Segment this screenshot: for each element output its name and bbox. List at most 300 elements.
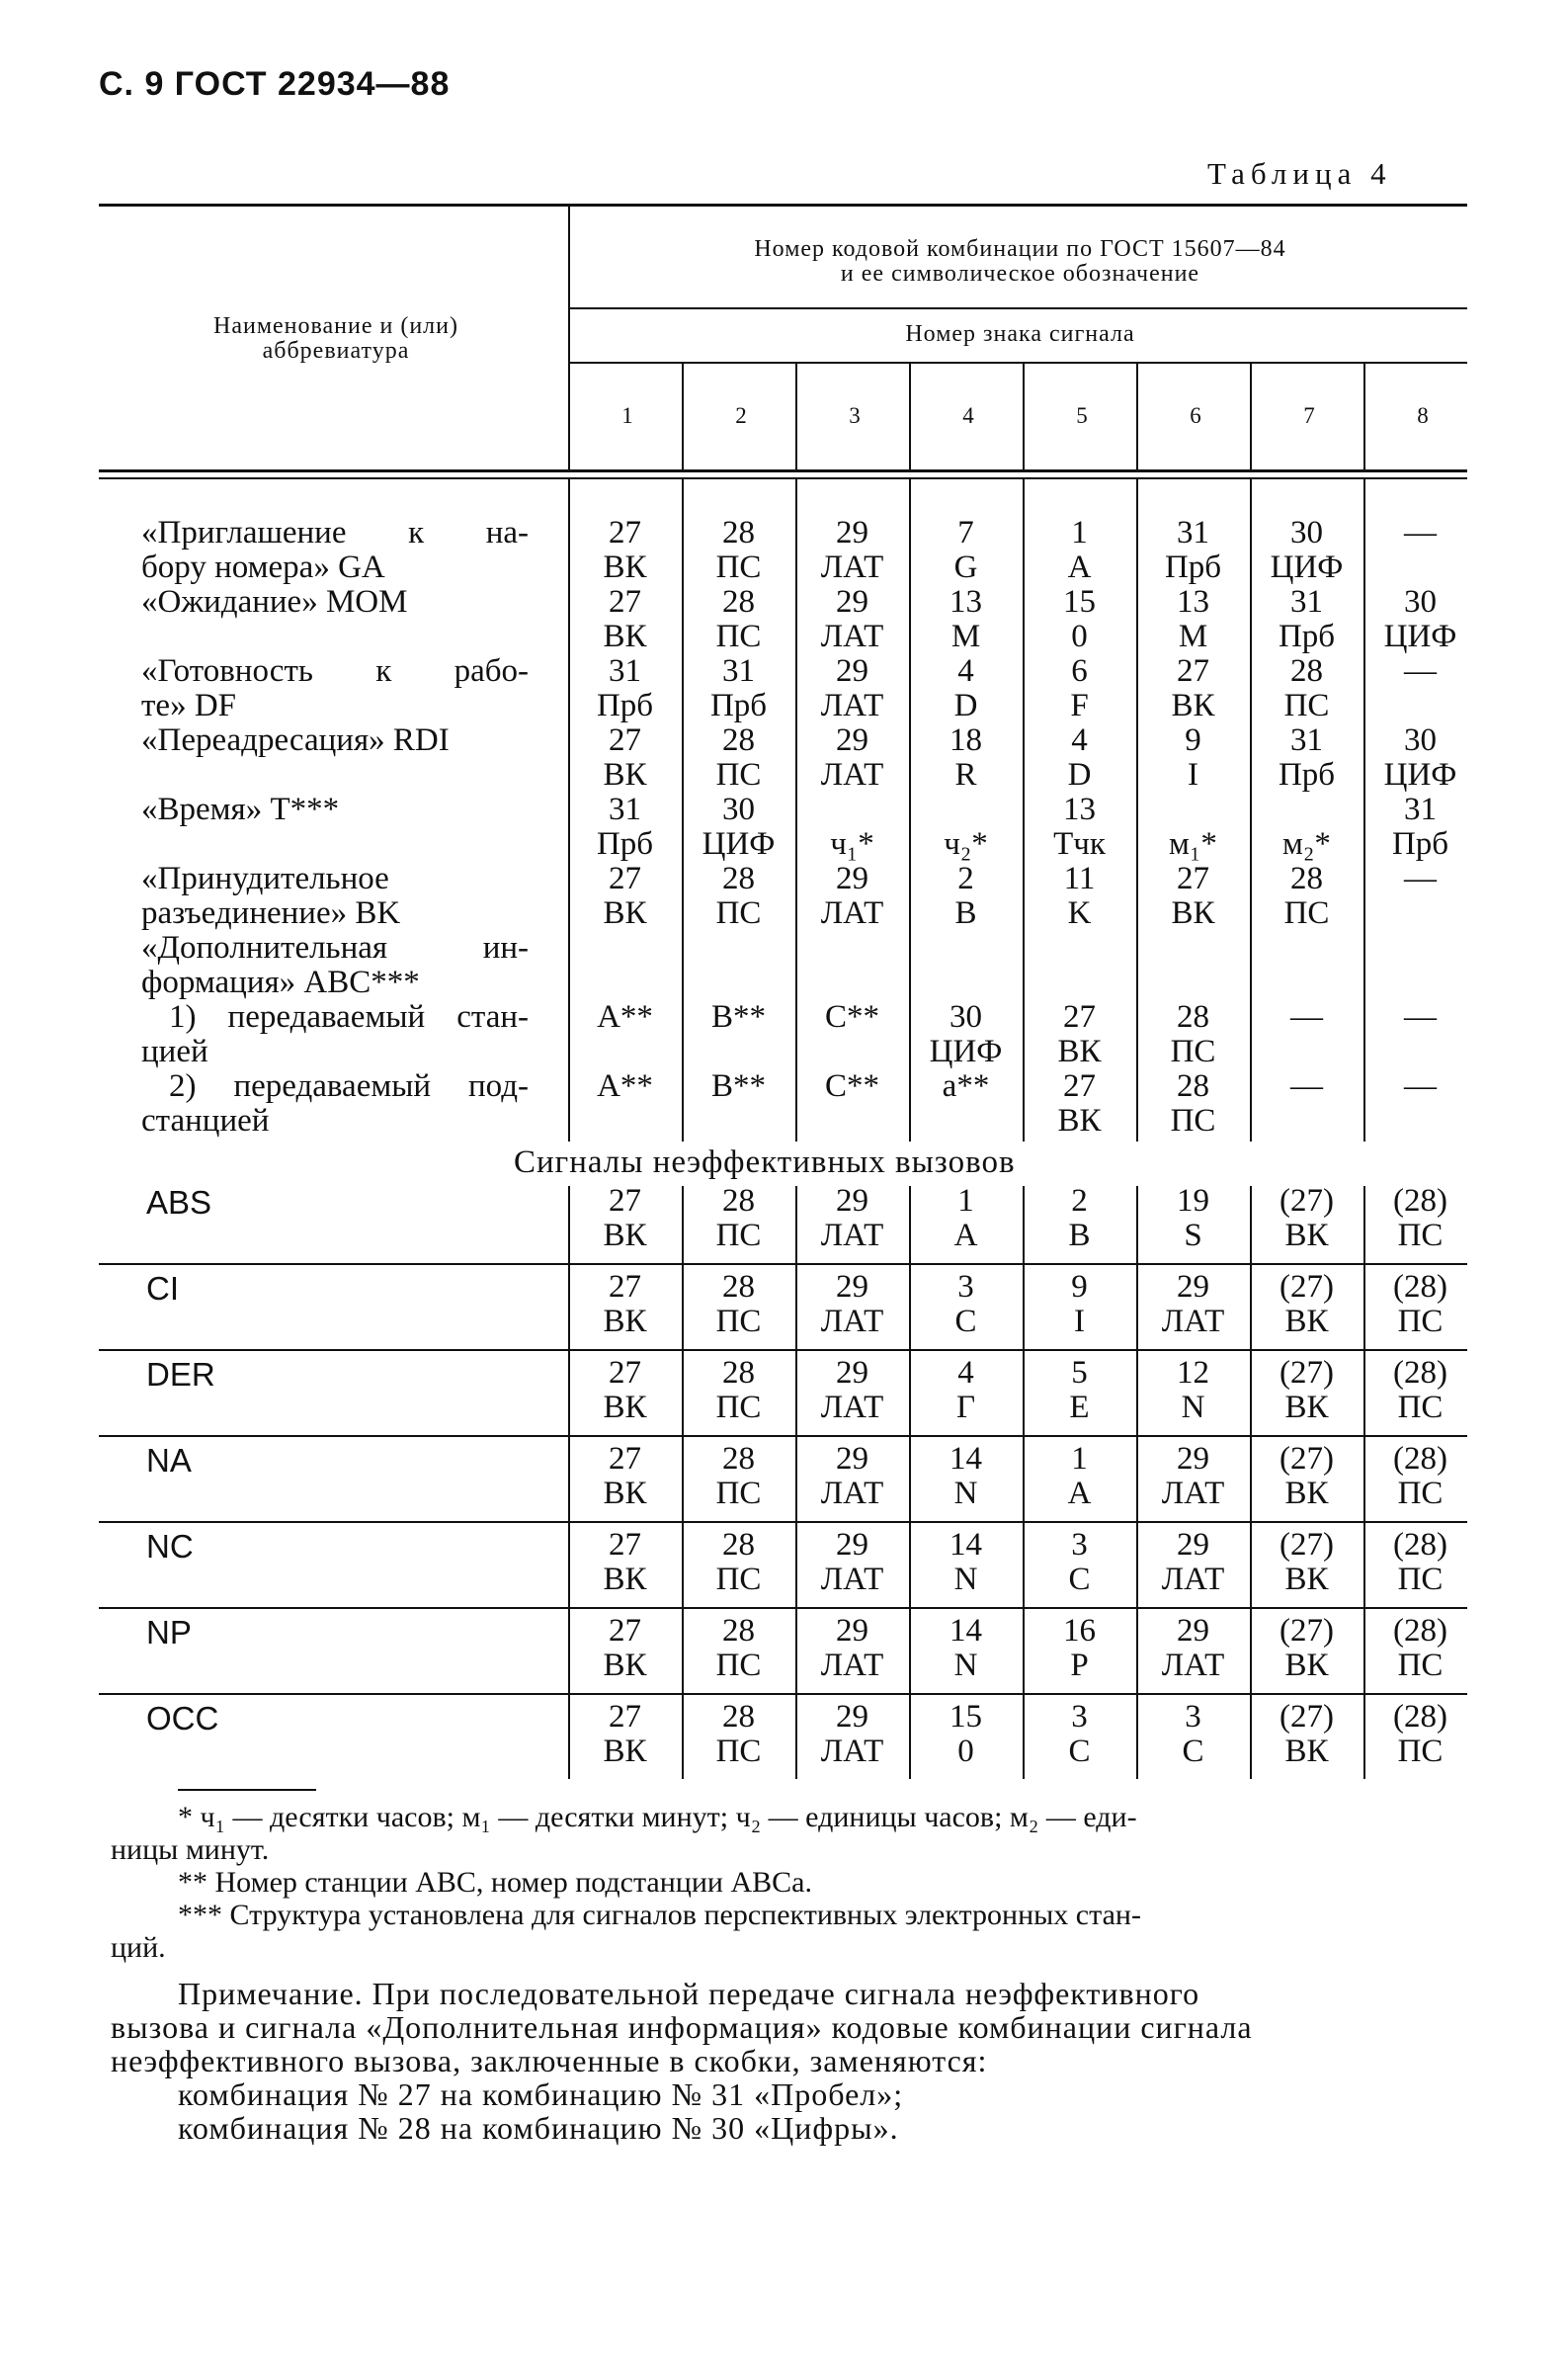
signal-cell: 19 <box>1177 1183 1209 1219</box>
row-name-abc-2 <box>141 1069 529 1139</box>
signal-cell: ВК <box>1284 1734 1329 1769</box>
signal-cell: A <box>953 1218 978 1253</box>
signal-cell: (28) <box>1393 1699 1447 1735</box>
table-cell: ПС <box>715 619 762 654</box>
signal-cell: N <box>953 1476 978 1511</box>
signal-row-rule <box>99 1435 1467 1437</box>
signal-cell: 14 <box>949 1441 982 1477</box>
row-name-mom <box>141 585 407 620</box>
table-cell: ЦИФ <box>929 1034 1003 1069</box>
table-cell: 30 <box>949 999 982 1035</box>
table-cell: 13 <box>949 584 982 620</box>
signal-cell: ПС <box>715 1648 762 1683</box>
signal-cell: 12 <box>1177 1355 1209 1391</box>
table-cell: 27 <box>1063 999 1096 1035</box>
table-cell: 28 <box>722 722 755 758</box>
table-cell: 30 <box>1404 722 1437 758</box>
signal-label: NP <box>146 1614 192 1651</box>
signal-cell: 5 <box>1071 1355 1088 1391</box>
table-cell: 9 <box>1185 722 1201 758</box>
signal-cell: (28) <box>1393 1527 1447 1563</box>
signal-cell: 29 <box>1177 1441 1209 1477</box>
table-cell: C** <box>824 1068 879 1104</box>
table-cell: D <box>953 688 978 723</box>
signal-cell: ВК <box>603 1562 647 1597</box>
table-cell: 30 <box>722 792 755 827</box>
row-name-abc-1 <box>141 1000 529 1069</box>
row-name-line: «Переадресация» RDI <box>141 722 450 758</box>
column-number: 5 <box>1076 403 1088 428</box>
header-col-divider <box>909 364 911 469</box>
signal-cell: 3 <box>1071 1699 1088 1735</box>
signal-cell: ВК <box>1284 1304 1329 1339</box>
table-cell: ЦИФ <box>1270 550 1344 585</box>
signal-row-rule <box>99 1693 1467 1695</box>
header-bottom-rule-2 <box>99 477 1467 479</box>
table-cell: Прб <box>1164 550 1222 585</box>
signal-label: ABS <box>146 1184 212 1221</box>
signal-label: NA <box>146 1442 192 1479</box>
signal-cell: (27) <box>1279 1699 1334 1735</box>
table-cell: G <box>953 550 978 585</box>
signal-cell: B <box>1068 1218 1091 1253</box>
signal-cell: Г <box>955 1390 976 1425</box>
footnote-3-line2: ций. <box>111 1931 166 1964</box>
table-cell: — <box>1404 999 1437 1035</box>
table-cell: ПС <box>1170 1103 1216 1139</box>
table-cell: 29 <box>836 861 868 896</box>
table-caption: Таблица 4 <box>1207 156 1392 191</box>
signal-cell: ВК <box>1284 1218 1329 1253</box>
column-number: 1 <box>621 403 633 428</box>
table-cell: — <box>1404 515 1437 550</box>
table-cell: 27 <box>609 861 641 896</box>
signal-cell: (27) <box>1279 1183 1334 1219</box>
signal-cell: 14 <box>949 1613 982 1649</box>
signal-cell: ЛАТ <box>1161 1476 1225 1511</box>
signal-cell: 29 <box>836 1613 868 1649</box>
signal-cell: 29 <box>836 1183 868 1219</box>
table-cell: 30 <box>1290 515 1323 550</box>
signal-cell: 27 <box>609 1441 641 1477</box>
row-name-line: 1) передаваемый стан- <box>169 999 529 1035</box>
header-col-divider <box>1363 364 1365 469</box>
signal-cell: 1 <box>957 1183 974 1219</box>
footnote-2: ** Номер станции ABC, номер подстанции ABCa. <box>178 1866 812 1899</box>
table-cell: a** <box>942 1068 990 1104</box>
signal-cell: (27) <box>1279 1613 1334 1649</box>
column-number: 6 <box>1190 403 1201 428</box>
footnote-3-line1: *** Структура установлена для сигналов перспективных электронных стан- <box>178 1899 1141 1931</box>
column-number: 7 <box>1303 403 1315 428</box>
table-cell: 13 <box>1177 584 1209 620</box>
table-cell: I <box>1188 757 1198 793</box>
table-cell: M <box>1178 619 1208 654</box>
signal-cell: 28 <box>722 1183 755 1219</box>
signal-cell: ПС <box>715 1304 762 1339</box>
header-col-divider <box>682 364 684 469</box>
signal-cell: 27 <box>609 1355 641 1391</box>
table-cell: R <box>954 757 977 793</box>
table-cell: 31 <box>1177 515 1209 550</box>
table-cell: 11 <box>1063 861 1096 896</box>
table-cell: 29 <box>836 515 868 550</box>
table-cell: M <box>950 619 981 654</box>
name-column-header-line2: аббревиатура <box>262 338 410 364</box>
table-cell: — <box>1404 861 1437 896</box>
table-cell: ЛАТ <box>820 757 884 793</box>
table-cell: ВК <box>1057 1034 1102 1069</box>
footnote-1-line2: ницы минут. <box>111 1833 270 1866</box>
signal-cell: 28 <box>722 1355 755 1391</box>
signal-cell: ВК <box>603 1390 647 1425</box>
note-line1: Примечание. При последовательной передаче сигнала неэффективного <box>178 1976 1200 2011</box>
row-name-ga <box>141 516 529 585</box>
table-cell: — <box>1290 999 1323 1035</box>
signal-cell: (28) <box>1393 1269 1447 1305</box>
signal-cell: 27 <box>609 1527 641 1563</box>
header-col-divider <box>795 364 797 469</box>
row-name-bk <box>141 862 400 931</box>
table-cell: ВК <box>603 895 647 931</box>
row-name-line: формация» ABC*** <box>141 965 420 1000</box>
signal-row-rule <box>99 1349 1467 1351</box>
table-cell: ВК <box>603 757 647 793</box>
signal-cell: (27) <box>1279 1355 1334 1391</box>
signal-cell: 29 <box>836 1699 868 1735</box>
table-top-rule <box>99 204 1467 207</box>
table-cell: 1 <box>1071 515 1088 550</box>
row-name-t <box>141 793 339 827</box>
table-cell: 31 <box>609 653 641 689</box>
table-cell: 27 <box>1177 861 1209 896</box>
signal-cell: 29 <box>1177 1269 1209 1305</box>
signal-cell: ВК <box>603 1218 647 1253</box>
table-cell: Прб <box>1278 619 1336 654</box>
table-cell: 29 <box>836 722 868 758</box>
table-cell: D <box>1067 757 1092 793</box>
table-cell: ВК <box>603 550 647 585</box>
sign-numbers-header: Номер знака сигнала <box>905 321 1135 347</box>
signal-cell: C <box>1068 1734 1091 1769</box>
table-cell: ЛАТ <box>820 895 884 931</box>
signal-cell: P <box>1070 1648 1089 1683</box>
table-cell: 28 <box>722 584 755 620</box>
signal-cell: ВК <box>603 1648 647 1683</box>
column-number: 4 <box>962 403 974 428</box>
table-cell: ВК <box>1171 688 1215 723</box>
signal-cell: 28 <box>722 1269 755 1305</box>
signal-cell: 29 <box>1177 1613 1209 1649</box>
table-cell: 18 <box>949 722 982 758</box>
table-cell: 29 <box>836 584 868 620</box>
row-name-line: те» DF <box>141 688 237 723</box>
signal-cell: ПС <box>715 1562 762 1597</box>
signal-cell: ЛАТ <box>820 1218 884 1253</box>
signal-cell: 29 <box>836 1355 868 1391</box>
header-col-divider <box>1136 364 1138 469</box>
signal-cell: ВК <box>1284 1562 1329 1597</box>
table-cell: F <box>1070 688 1089 723</box>
signal-label: DER <box>146 1356 215 1393</box>
table-cell: 28 <box>1177 1068 1209 1104</box>
table-cell: A** <box>597 1068 653 1104</box>
signal-cell: ЛАТ <box>820 1390 884 1425</box>
table-cell: м₁* <box>1169 826 1217 862</box>
table-cell: 28 <box>1290 861 1323 896</box>
signal-cell: 15 <box>949 1699 982 1735</box>
signal-cell: ПС <box>1397 1734 1444 1769</box>
signal-cell: ПС <box>715 1390 762 1425</box>
table-cell: 29 <box>836 653 868 689</box>
table-cell: A** <box>597 999 653 1035</box>
table-cell: ВК <box>1171 895 1215 931</box>
table-cell: 28 <box>722 861 755 896</box>
table-cell: 31 <box>1404 792 1437 827</box>
signal-cell: ЛАТ <box>820 1304 884 1339</box>
table-cell: 30 <box>1404 584 1437 620</box>
table-cell: ПС <box>715 895 762 931</box>
row-name-line: «Принудительное <box>141 861 389 896</box>
table-cell: 4 <box>957 653 974 689</box>
signal-cell: S <box>1184 1218 1202 1253</box>
signal-cell: 3 <box>1071 1527 1088 1563</box>
table-cell: B** <box>710 1068 766 1104</box>
signal-cell: ЛАТ <box>1161 1648 1225 1683</box>
signal-cell: ВК <box>603 1476 647 1511</box>
table-cell: 28 <box>722 515 755 550</box>
table-cell: — <box>1290 1068 1323 1104</box>
note-line4: комбинация № 27 на комбинацию № 31 «Пробел»; <box>178 2076 904 2112</box>
signal-cell: ВК <box>603 1734 647 1769</box>
table-cell: ПС <box>1283 688 1330 723</box>
signal-cell: 3 <box>1185 1699 1201 1735</box>
table-cell: C** <box>824 999 879 1035</box>
table-cell: 7 <box>957 515 974 550</box>
header-bottom-rule <box>99 469 1467 472</box>
row-name-line: разъединение» BK <box>141 895 401 931</box>
signal-cell: ЛАТ <box>820 1562 884 1597</box>
signal-cell: 16 <box>1063 1613 1096 1649</box>
signal-label: OCC <box>146 1700 219 1736</box>
signal-cell: ЛАТ <box>1161 1304 1225 1339</box>
table-cell: 31 <box>1290 722 1323 758</box>
signal-cell: ПС <box>1397 1390 1444 1425</box>
table-cell: ПС <box>715 757 762 793</box>
signal-cell: (27) <box>1279 1441 1334 1477</box>
signal-cell: (27) <box>1279 1527 1334 1563</box>
signal-cell: E <box>1069 1390 1090 1425</box>
name-column-header <box>109 314 563 364</box>
signal-cell: C <box>1068 1562 1091 1597</box>
signal-cell: ПС <box>1397 1218 1444 1253</box>
table-cell: ЛАТ <box>820 550 884 585</box>
header-col-divider <box>1250 364 1252 469</box>
table-cell: Прб <box>596 826 654 862</box>
signal-cell: (28) <box>1393 1183 1447 1219</box>
signal-cell: ПС <box>1397 1562 1444 1597</box>
signal-cell: N <box>953 1562 978 1597</box>
table-cell: 15 <box>1063 584 1096 620</box>
row-name-df <box>141 654 529 723</box>
table-cell: ЦИФ <box>1383 757 1457 793</box>
signal-cell: 29 <box>836 1527 868 1563</box>
table-cell: 31 <box>609 792 641 827</box>
signal-cell: 4 <box>957 1355 974 1391</box>
signal-cell: C <box>1182 1734 1204 1769</box>
row-name-line: цией <box>141 1034 208 1069</box>
table-cell: ПС <box>1283 895 1330 931</box>
section-title: Сигналы неэффективных вызовов <box>514 1144 1016 1180</box>
table-cell: ПС <box>715 550 762 585</box>
header-inner-rule <box>568 307 1467 309</box>
signal-label: NC <box>146 1528 194 1565</box>
footnote-1-line1: * ч₁ — десятки часов; м₁ — десятки минут; ч₂ — единицы часов; м₂ — еди- <box>178 1801 1137 1833</box>
table-cell: ПС <box>1170 1034 1216 1069</box>
table-cell: ЦИФ <box>1383 619 1457 654</box>
signal-cell: ЛАТ <box>820 1648 884 1683</box>
signal-cell: ПС <box>715 1218 762 1253</box>
signal-cell: I <box>1074 1304 1085 1339</box>
row-name-line: «Дополнительная ин- <box>141 930 529 966</box>
signal-cell: 28 <box>722 1699 755 1735</box>
signal-cell: ВК <box>603 1304 647 1339</box>
row-name-abc <box>141 931 529 1000</box>
signal-cell: 29 <box>1177 1527 1209 1563</box>
row-name-line: бору номера» GA <box>141 550 385 585</box>
signal-cell: ВК <box>1284 1648 1329 1683</box>
table-cell: ч₂* <box>944 826 988 862</box>
signal-cell: 1 <box>1071 1441 1088 1477</box>
signal-cell: 27 <box>609 1613 641 1649</box>
header-inner-rule-2 <box>568 362 1467 364</box>
table-cell: ЛАТ <box>820 688 884 723</box>
row-name-line: станцией <box>141 1103 270 1139</box>
table-cell: 27 <box>1177 653 1209 689</box>
page-header: С. 9 ГОСТ 22934—88 <box>99 65 451 103</box>
note-line3: неэффективного вызова, заключенные в скобки, заменяются: <box>111 2043 988 2078</box>
signal-cell: 28 <box>722 1441 755 1477</box>
signal-cell: 29 <box>836 1441 868 1477</box>
signal-cell: ПС <box>715 1734 762 1769</box>
table-cell: 27 <box>1063 1068 1096 1104</box>
signal-cell: N <box>1181 1390 1205 1425</box>
signal-row-rule <box>99 1521 1467 1523</box>
table-cell: — <box>1404 1068 1437 1104</box>
signal-cell: ПС <box>1397 1476 1444 1511</box>
table-cell: B <box>954 895 977 931</box>
signal-label: CI <box>146 1270 179 1307</box>
header-divider-name <box>568 207 570 469</box>
table-cell: Прб <box>1278 757 1336 793</box>
table-cell: ч₁* <box>830 826 874 862</box>
table-cell: K <box>1067 895 1092 931</box>
signal-cell: 27 <box>609 1699 641 1735</box>
row-name-line: «Время» T*** <box>141 792 340 827</box>
header-col-divider <box>1023 364 1025 469</box>
table-cell: ВК <box>603 619 647 654</box>
table-cell: — <box>1404 653 1437 689</box>
table-cell: 6 <box>1071 653 1088 689</box>
codes-header-line2: и ее символическое обозначение <box>840 261 1200 287</box>
table-cell: ЛАТ <box>820 619 884 654</box>
signal-row-rule <box>99 1263 1467 1265</box>
column-number: 2 <box>735 403 747 428</box>
table-cell: 13 <box>1063 792 1096 827</box>
signal-cell: 9 <box>1071 1269 1088 1305</box>
name-column-header-line1: Наименование и (или) <box>212 313 458 339</box>
signal-cell: ВК <box>1284 1476 1329 1511</box>
row-name-line: «Приглашение к на- <box>141 515 529 550</box>
table-cell: 28 <box>1177 999 1209 1035</box>
signal-cell: ПС <box>1397 1304 1444 1339</box>
signal-cell: 28 <box>722 1613 755 1649</box>
table-cell: 2 <box>957 861 974 896</box>
table-cell: 28 <box>1290 653 1323 689</box>
table-cell: ВК <box>1057 1103 1102 1139</box>
row-name-line: 2) передаваемый под- <box>169 1068 529 1104</box>
signal-cell: 2 <box>1071 1183 1088 1219</box>
signal-cell: 27 <box>609 1183 641 1219</box>
note-line5: комбинация № 28 на комбинацию № 30 «Цифры». <box>178 2110 899 2146</box>
table-cell: ЦИФ <box>701 826 776 862</box>
signal-cell: ПС <box>1397 1648 1444 1683</box>
column-number: 8 <box>1417 403 1429 428</box>
table-cell: 27 <box>609 584 641 620</box>
codes-header <box>573 237 1467 287</box>
codes-header-line1: Номер кодовой комбинации по ГОСТ 15607—84 <box>754 236 1286 262</box>
signal-cell: 28 <box>722 1527 755 1563</box>
table-cell: Тчк <box>1053 826 1106 862</box>
column-number: 3 <box>849 403 861 428</box>
table-cell: Прб <box>1391 826 1449 862</box>
footnote-rule <box>178 1789 316 1791</box>
table-cell: 4 <box>1071 722 1088 758</box>
table-cell: м₂* <box>1282 826 1331 862</box>
signal-row-rule <box>99 1607 1467 1609</box>
signal-cell: (28) <box>1393 1355 1447 1391</box>
row-name-line: «Ожидание» MOM <box>141 584 408 620</box>
signal-cell: 14 <box>949 1527 982 1563</box>
table-cell: Прб <box>596 688 654 723</box>
signal-cell: C <box>954 1304 977 1339</box>
table-cell: 31 <box>722 653 755 689</box>
table-cell: 31 <box>1290 584 1323 620</box>
signal-cell: N <box>953 1648 978 1683</box>
signal-cell: ЛАТ <box>820 1734 884 1769</box>
table-cell: Прб <box>709 688 768 723</box>
signal-cell: 3 <box>957 1269 974 1305</box>
signal-cell: ЛАТ <box>820 1476 884 1511</box>
table-cell: A <box>1067 550 1092 585</box>
note-line2: вызова и сигнала «Дополнительная информация» кодовые комбинации сигнала <box>111 2009 1253 2045</box>
signal-cell: 27 <box>609 1269 641 1305</box>
signal-cell: ВК <box>1284 1390 1329 1425</box>
signal-cell: ПС <box>715 1476 762 1511</box>
signal-cell: (28) <box>1393 1613 1447 1649</box>
signal-cell: A <box>1067 1476 1092 1511</box>
table-cell: B** <box>710 999 766 1035</box>
row-name-line: «Готовность к рабо- <box>141 653 529 689</box>
signal-cell: (28) <box>1393 1441 1447 1477</box>
signal-cell: ЛАТ <box>1161 1562 1225 1597</box>
signal-cell: 29 <box>836 1269 868 1305</box>
table-cell: 0 <box>1071 619 1088 654</box>
signal-cell: (27) <box>1279 1269 1334 1305</box>
table-cell: 27 <box>609 515 641 550</box>
table-cell: 27 <box>609 722 641 758</box>
row-name-rdi <box>141 723 450 758</box>
